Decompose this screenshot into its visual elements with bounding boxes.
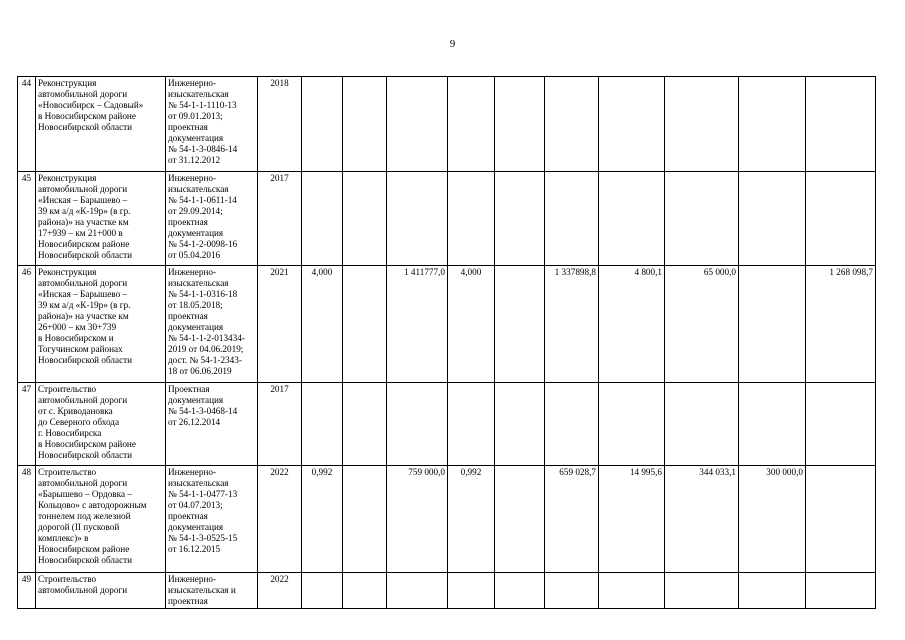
value-cell — [599, 77, 665, 172]
value-cell — [599, 383, 665, 466]
value-cell — [302, 77, 343, 172]
table-row — [18, 172, 876, 266]
value-cell — [739, 77, 806, 172]
table-row — [18, 77, 876, 172]
value-cell — [599, 172, 665, 266]
year-cell: 2021 — [258, 266, 302, 383]
value-cell — [495, 172, 545, 266]
value-cell — [806, 383, 876, 466]
documentation-cell: Инженерно- изыскательская и проектная — [166, 573, 258, 609]
value-cell — [387, 383, 448, 466]
table-row — [18, 383, 876, 466]
road-projects-table — [17, 76, 876, 609]
value-cell — [806, 77, 876, 172]
value-cell: 0,992 — [302, 466, 343, 573]
value-cell — [343, 266, 387, 383]
value-cell — [665, 383, 739, 466]
value-cell — [739, 266, 806, 383]
year-cell: 2022 — [258, 466, 302, 573]
row-number-cell: 48 — [18, 466, 36, 573]
value-cell — [665, 172, 739, 266]
value-cell — [343, 466, 387, 573]
documentation-cell: Проектная документация № 54-1-3-0468-14 от 26.12.2014 — [166, 383, 258, 466]
value-cell — [665, 77, 739, 172]
value-cell: 0,992 — [448, 466, 495, 573]
documentation-cell: Инженерно- изыскательская № 54-1-1-1110-13 от 09.01.2013; проектная документация № 54-1-3-0846-14 от 31.12.2012 — [166, 77, 258, 172]
value-cell — [739, 383, 806, 466]
row-number-cell: 49 — [18, 573, 36, 609]
value-cell — [448, 172, 495, 266]
value-cell — [343, 383, 387, 466]
documentation-cell: Инженерно- изыскательская № 54-1-1-0611-14 от 29.09.2014; проектная документация № 54-1-2-0098-16 от 05.04.2016 — [166, 172, 258, 266]
value-cell — [806, 172, 876, 266]
object-name-cell: Реконструкция автомобильной дороги «Инская – Барышево – 39 км а/д «К-19р» (в гр. района)» на участке км 26+000 – км 30+739 в Новосибирском и Тогучинском районах Новосибирской области — [36, 266, 166, 383]
row-number-cell: 46 — [18, 266, 36, 383]
object-name-cell: Строительство автомобильной дороги от с. Криводановка до Северного обхода г. Новосибирска в Новосибирском районе Новосибирской области — [36, 383, 166, 466]
value-cell — [495, 77, 545, 172]
value-cell — [739, 573, 806, 609]
value-cell: 659 028,7 — [545, 466, 599, 573]
documentation-cell: Инженерно- изыскательская № 54-1-1-0477-13 от 04.07.2013; проектная документация № 54-1-3-0525-15 от 16.12.2015 — [166, 466, 258, 573]
year-cell: 2017 — [258, 383, 302, 466]
value-cell — [343, 573, 387, 609]
value-cell: 4,000 — [448, 266, 495, 383]
documentation-cell: Инженерно- изыскательская № 54-1-1-0316-18 от 18.05.2018; проектная документация № 54-1-1-2-013434- 2019 от 04.06.2019; дост. № 54-1-2343- 18 от 06.06.2019 — [166, 266, 258, 383]
value-cell — [545, 573, 599, 609]
row-number-cell: 47 — [18, 383, 36, 466]
year-cell: 2022 — [258, 573, 302, 609]
value-cell — [495, 383, 545, 466]
year-cell: 2018 — [258, 77, 302, 172]
value-cell — [302, 172, 343, 266]
row-number-cell: 44 — [18, 77, 36, 172]
object-name-cell: Строительство автомобильной дороги — [36, 573, 166, 609]
value-cell — [739, 172, 806, 266]
value-cell — [343, 172, 387, 266]
value-cell: 1 268 098,7 — [806, 266, 876, 383]
row-number-cell: 45 — [18, 172, 36, 266]
value-cell — [387, 573, 448, 609]
value-cell — [545, 172, 599, 266]
value-cell: 344 033,1 — [665, 466, 739, 573]
table-row — [18, 466, 876, 573]
value-cell — [448, 77, 495, 172]
object-name-cell: Реконструкция автомобильной дороги «Новосибирск – Садовый» в Новосибирском районе Новосибирской области — [36, 77, 166, 172]
value-cell — [665, 573, 739, 609]
value-cell — [448, 573, 495, 609]
value-cell: 14 995,6 — [599, 466, 665, 573]
value-cell: 4 800,1 — [599, 266, 665, 383]
value-cell — [599, 573, 665, 609]
value-cell: 65 000,0 — [665, 266, 739, 383]
value-cell — [387, 77, 448, 172]
object-name-cell: Строительство автомобильной дороги «Барышево – Ордовка – Кольцово» с автодорожным тоннелем под железной дорогой (II пусковой комплекс)» в Новосибирском районе Новосибирской области — [36, 466, 166, 573]
value-cell — [545, 77, 599, 172]
value-cell — [806, 466, 876, 573]
value-cell — [302, 383, 343, 466]
table-row — [18, 266, 876, 383]
year-cell: 2017 — [258, 172, 302, 266]
value-cell: 1 411777,0 — [387, 266, 448, 383]
value-cell — [495, 573, 545, 609]
value-cell: 759 000,0 — [387, 466, 448, 573]
table-row — [18, 573, 876, 609]
value-cell — [448, 383, 495, 466]
value-cell — [495, 466, 545, 573]
value-cell: 4,000 — [302, 266, 343, 383]
value-cell: 1 337898,8 — [545, 266, 599, 383]
value-cell — [343, 77, 387, 172]
page-number: 9 — [449, 38, 456, 50]
value-cell — [302, 573, 343, 609]
value-cell — [545, 383, 599, 466]
value-cell — [806, 573, 876, 609]
value-cell: 300 000,0 — [739, 466, 806, 573]
object-name-cell: Реконструкция автомобильной дороги «Инская – Барышево – 39 км а/д «К-19р» (в гр. района)» на участке км 17+939 – км 21+000 в Новосибирском районе Новосибирской области — [36, 172, 166, 266]
value-cell — [387, 172, 448, 266]
value-cell — [495, 266, 545, 383]
